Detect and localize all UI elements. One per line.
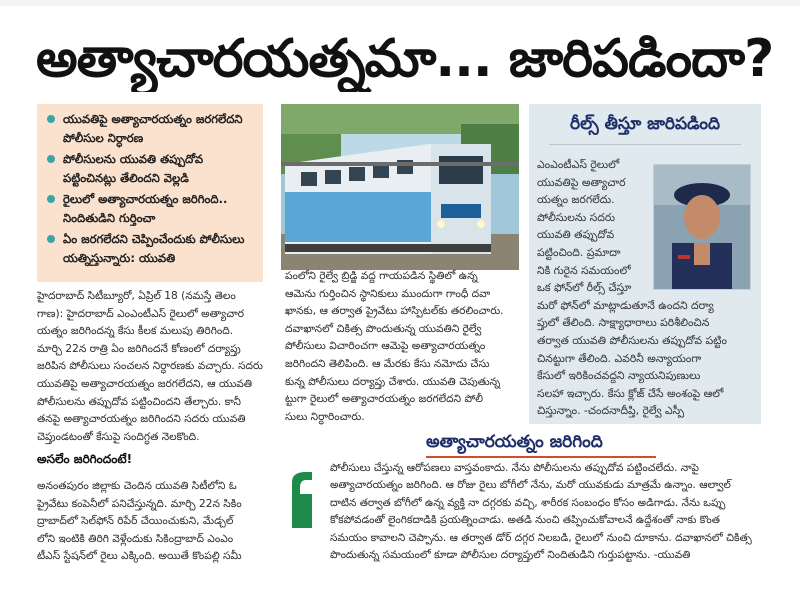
bullet-icon (47, 155, 55, 163)
divider (426, 456, 656, 458)
quote-box (288, 430, 762, 570)
sidebar-box (529, 104, 761, 424)
article-column-1: హైదరాబాద్ సిటీబ్యూరో, ఏప్రిల్ 18 (నమస్తే తెలం గాణ): హైదరాబాద్ ఎంఎంటీఎస్ రైలులో అత్యాచార యత్నం జరిగిందన్న కేసు కీలక మలుపు తిరిగింది. మార్చి 22న రాత్రి ఏం జరిగిందనే కోణంలో దర్యాప్తు జరిపిన పోలీసులు సంచలన నిర్ధారణకు వచ్చారు. సదరు యువతిపై అత్యాచారయత్నం జరగలేదని, ఆ యువతి పోలీసులను తప్పుదోవ పట్టించిందని తేల్చారు. కానీ తనపై అత్యాచారయత్నం జరిగిందని సదరు యువతి చెప్తుండటంతో కేసుపై సందిగ్ధత నెలకొంది. (37, 290, 263, 443)
summary-point: ఏం జరగలేదని చెప్పించేందుకు పోలీసులు యత్నిస్తున్నారు: యువతి (47, 230, 253, 268)
quote-text: పోలీసులు చేస్తున్న ఆరోపణలు వాస్తవంకాదు. నేను పోలీసులను తప్పుదోవ పట్టించలేదు. నాపై అత్యాచారయత్నం జరిగింది. ఆ రోజు రైలు బోగీలో నేను, మరో యువకుడు మాత్రమే ఉన్నాం. ఆల్వాల్ దాటిన తర్వాత బోగీలో ఉన్న వ్యక్తి నా దగ్గరకు వచ్చి, శారీరక సంబంధం కోసం అడిగాడు. నేను ఒప్పు కోకపోవడంతో లైంగికదాడికి ప్రయత్నించాడు. అతడి నుంచి తప్పించుకోవాలనే ఉద్దేశంతో నాకు కొంత సమయం కావాలని చెప్పాను. ఆ తర్వాత డోర్ దగ్గర నిలబడి, రైలులో నుంచి దూకాను. దవాఖానలో చికిత్స పొందుతున్న సమయంలో కూడా పోలీసుల దర్యాప్తులో నిందితుడిని గుర్తుపట్టాను. -యువతి (330, 462, 752, 562)
bullet-icon (47, 195, 55, 203)
mmts-train-image (281, 104, 519, 270)
bullet-icon (47, 235, 55, 243)
bullet-icon (47, 115, 55, 123)
subheading: అసలేం జరిగిందంటే! (37, 452, 133, 466)
train-photo (281, 104, 519, 270)
quote-title: అత్యాచారయత్నం జరిగింది (426, 432, 603, 452)
sidebar-text: ఎంఎంటీఎస్ రైలులో యువతిపై అత్యాచార యత్నం జరగలేదు. పోలీసులను సదరు యువతి తప్పుదోవ పట్టించింది. ప్రమాదా నికి గురైన సమయంలో ఒక ఫోన్‌లో రీల్స్ చేస్తూ మరో ఫోన్‌లో మాట్లాడుతూనే ఉందని దర్యా ప్తులో తేలింది. సాక్ష్యాధారాలు పరిశీలించిన తర్వాత యువతి పోలీసులను తప్పుదోవ పట్టిం చినట్టుగా తేలింది. ఎవరినీ అన్యాయంగా కేసులో ఇరికించవద్దని న్యాయనిపుణులు సలహా ఇచ్చారు. కేసు క్లోజ్ చేసే అంశంపై ఆలో చిస్తున్నాం. -చందనాదీప్తి, రైల్వే ఎస్పీ (537, 158, 727, 418)
article-column-2: పంలోని రైల్వే బ్రిడ్జి వద్ద గాయపడిన స్థితిలో ఉన్న ఆమెను గుర్తించిన స్థానికులు ముందుగా గాంధీ దవా ఖానకు, ఆ తర్వాత ప్రైవేటు హాస్పిటల్‌కు తరలించారు. దవాఖానలో చికిత్స పొందుతున్న యువతిని రైల్వే పోలీసులు విచారించగా ఆమెపై అత్యాచారయత్నం జరిగిందని తెలిపింది. ఆ మేరకు కేసు నమోదు చేసు కున్న పోలీసులు దర్యాప్తు చేశారు. యువతి చెపుతున్న ట్టుగా రైలులో అత్యాచారయత్నం జరగలేదని పోలీ సులు నిర్ధారించారు. (285, 270, 504, 423)
page-top-strip (0, 0, 800, 6)
sidebar-title: రీల్స్ తీస్తూ జారిపడింది (569, 114, 720, 134)
divider (549, 144, 741, 145)
headline: అత్యాచారయత్నమా... జారిపడిందా? (36, 29, 774, 89)
summary-box (37, 104, 263, 282)
quote-mark-icon (288, 472, 316, 532)
summary-point: పోలీసులను యువతి తప్పుదోవ పట్టించినట్లు తేలిందని వెల్లడి (47, 150, 253, 188)
summary-point: యువతిపై అత్యాచారయత్నం జరగలేదని పోలీసుల నిర్ధారణ (47, 110, 253, 148)
article-column-1b: అనంతపురం జిల్లాకు చెందిన యువతి సిటీలోని ఓ ప్రైవేటు కంపెనీలో పనిచేస్తున్నది. మార్చి 22న సికిం ద్రాబాద్‌లో సెల్‌ఫోన్ రిపేర్ చేయించుకుని, మేడ్చల్ లోని ఇంటికి తిరిగి వెళ్లేందుకు సికింద్రాబాద్ ఎంఎం టీఎస్ స్టేషన్‌లో రైలు ఎక్కింది. అయితే కొంపల్లి సమీ (37, 480, 242, 563)
summary-point: రైలులో అత్యాచారయత్నం జరిగింది.. నిందితుడిని గుర్తించా (47, 190, 253, 228)
